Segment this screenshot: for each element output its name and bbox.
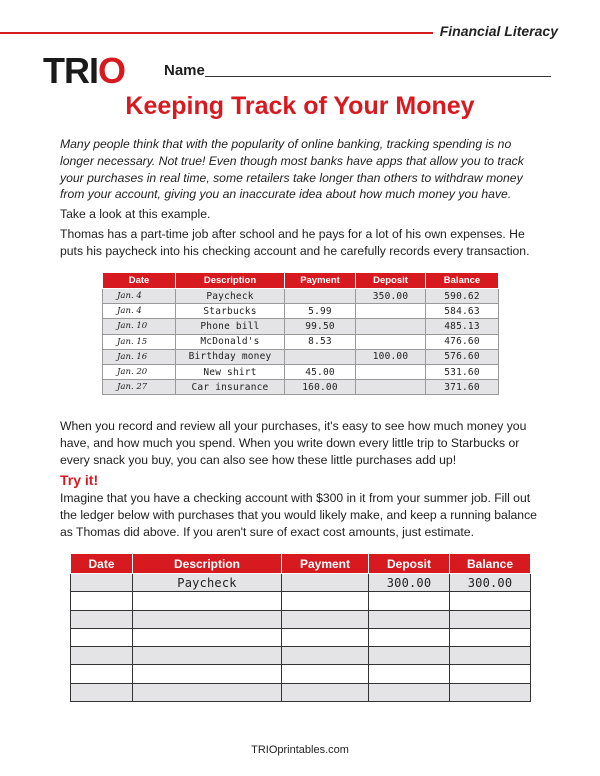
table-cell[interactable] — [71, 647, 133, 665]
column-header: Date — [71, 554, 133, 574]
example-intro-text: Take a look at this example. — [60, 207, 211, 221]
table-cell: 5.99 — [285, 304, 356, 319]
table-cell[interactable] — [369, 592, 450, 610]
footer-url: TRIOprintables.com — [251, 744, 349, 756]
review-paragraph: When you record and review all your purchases, it's easy to see how much money you have, and how much you spend. When you write down every little trip to Starbucks or every snack you buy, you can also see how these little purchases add up! — [60, 419, 527, 467]
table-cell: 476.60 — [426, 334, 499, 349]
table-cell: Starbucks — [176, 304, 285, 319]
ledger-header-row — [71, 554, 531, 574]
table-row — [71, 574, 531, 592]
table-cell: 350.00 — [356, 289, 426, 304]
header-rule — [0, 32, 433, 34]
table-cell: Jan. 4 — [103, 304, 176, 319]
table-cell: 584.63 — [426, 304, 499, 319]
ledger-body — [71, 574, 531, 702]
example-ledger-table — [102, 272, 499, 395]
table-row — [103, 364, 499, 379]
table-cell[interactable] — [71, 610, 133, 628]
column-header: Description — [176, 273, 285, 289]
table-row — [103, 304, 499, 319]
table-cell[interactable] — [133, 610, 282, 628]
table-cell[interactable] — [282, 592, 369, 610]
table-cell: 371.60 — [426, 380, 499, 395]
trio-logo — [43, 52, 125, 90]
table-cell[interactable] — [71, 574, 133, 592]
column-header: Deposit — [356, 273, 426, 289]
table-cell: McDonald's — [176, 334, 285, 349]
table-row — [71, 610, 531, 628]
table-row — [71, 628, 531, 646]
table-cell[interactable] — [71, 683, 133, 701]
table-cell: Jan. 20 — [103, 364, 176, 379]
table-cell[interactable] — [282, 647, 369, 665]
table-cell — [356, 319, 426, 334]
table-row — [71, 647, 531, 665]
logo-o: O — [98, 50, 126, 91]
table-cell[interactable] — [133, 592, 282, 610]
table-cell[interactable] — [282, 665, 369, 683]
table-cell: Jan. 15 — [103, 334, 176, 349]
table-cell: 99.50 — [285, 319, 356, 334]
page-title: Keeping Track of Your Money — [125, 92, 475, 120]
table-cell — [356, 364, 426, 379]
table-cell[interactable] — [369, 628, 450, 646]
table-cell[interactable] — [133, 647, 282, 665]
table-cell[interactable] — [71, 665, 133, 683]
table-cell[interactable]: 300.00 — [369, 574, 450, 592]
table-cell: Phone bill — [176, 319, 285, 334]
table-cell[interactable] — [369, 610, 450, 628]
table-cell: Birthday money — [176, 349, 285, 364]
table-cell: Car insurance — [176, 380, 285, 395]
table-row — [71, 683, 531, 701]
table-cell[interactable] — [133, 628, 282, 646]
table-cell[interactable] — [282, 683, 369, 701]
table-cell[interactable] — [450, 610, 531, 628]
table-row — [103, 289, 499, 304]
thomas-paragraph: Thomas has a part-time job after school and he pays for a lot of his own expenses. He puts his paycheck into his checking account and he carefully records every transaction. — [60, 227, 530, 258]
table-row — [103, 334, 499, 349]
column-header: Payment — [285, 273, 356, 289]
table-cell[interactable] — [282, 610, 369, 628]
table-cell[interactable] — [133, 665, 282, 683]
table-cell: 485.13 — [426, 319, 499, 334]
example-header-row — [103, 273, 499, 289]
table-cell: 576.60 — [426, 349, 499, 364]
table-cell[interactable] — [369, 647, 450, 665]
table-cell — [356, 334, 426, 349]
table-cell[interactable] — [369, 683, 450, 701]
instructions-paragraph: Imagine that you have a checking account with $300 in it from your summer job. Fill out the ledger below with purchases that you would likely make, and keep a running balance as Thomas did above. If you aren't sure of exact cost amounts, just estimate. — [60, 491, 537, 539]
table-cell: 8.53 — [285, 334, 356, 349]
table-cell[interactable] — [450, 647, 531, 665]
table-cell[interactable] — [450, 628, 531, 646]
table-cell: New shirt — [176, 364, 285, 379]
example-body — [103, 289, 499, 395]
column-header: Payment — [282, 554, 369, 574]
table-cell[interactable] — [282, 628, 369, 646]
table-row — [103, 349, 499, 364]
table-row — [103, 319, 499, 334]
table-row — [103, 380, 499, 395]
table-cell — [285, 349, 356, 364]
table-cell — [356, 304, 426, 319]
table-row — [71, 665, 531, 683]
table-cell: Jan. 16 — [103, 349, 176, 364]
table-cell: 160.00 — [285, 380, 356, 395]
column-header: Date — [103, 273, 176, 289]
student-ledger-table — [70, 553, 531, 702]
table-cell — [285, 289, 356, 304]
table-cell: Jan. 27 — [103, 380, 176, 395]
column-header: Description — [133, 554, 282, 574]
table-cell — [356, 380, 426, 395]
table-cell[interactable] — [71, 628, 133, 646]
table-cell: Jan. 10 — [103, 319, 176, 334]
table-cell[interactable] — [133, 683, 282, 701]
column-header: Balance — [426, 273, 499, 289]
name-label: Name — [164, 62, 205, 79]
table-cell: Jan. 4 — [103, 289, 176, 304]
table-cell[interactable] — [450, 592, 531, 610]
table-cell[interactable] — [369, 665, 450, 683]
logo-text: TRI — [43, 50, 98, 91]
table-cell[interactable] — [450, 665, 531, 683]
table-cell[interactable]: 300.00 — [450, 574, 531, 592]
table-cell: Paycheck — [176, 289, 285, 304]
name-field-line[interactable] — [205, 76, 551, 77]
table-cell[interactable]: Paycheck — [133, 574, 282, 592]
intro-paragraph: Many people think that with the popularity of online banking, tracking spending is no longer necessary. Not true! Even though most banks have apps that allow you to track your purchases in real time, some retailers take longer than others to withdraw money from your account, giving you an inaccurate idea about how much money you have. — [60, 137, 524, 202]
table-cell: 531.60 — [426, 364, 499, 379]
table-cell[interactable] — [282, 574, 369, 592]
table-cell[interactable] — [71, 592, 133, 610]
column-header: Balance — [450, 554, 531, 574]
category-label: Financial Literacy — [439, 23, 558, 39]
table-cell: 590.62 — [426, 289, 499, 304]
table-cell: 45.00 — [285, 364, 356, 379]
table-row — [71, 592, 531, 610]
try-it-heading: Try it! — [60, 472, 99, 488]
column-header: Deposit — [369, 554, 450, 574]
table-cell[interactable] — [450, 683, 531, 701]
table-cell: 100.00 — [356, 349, 426, 364]
